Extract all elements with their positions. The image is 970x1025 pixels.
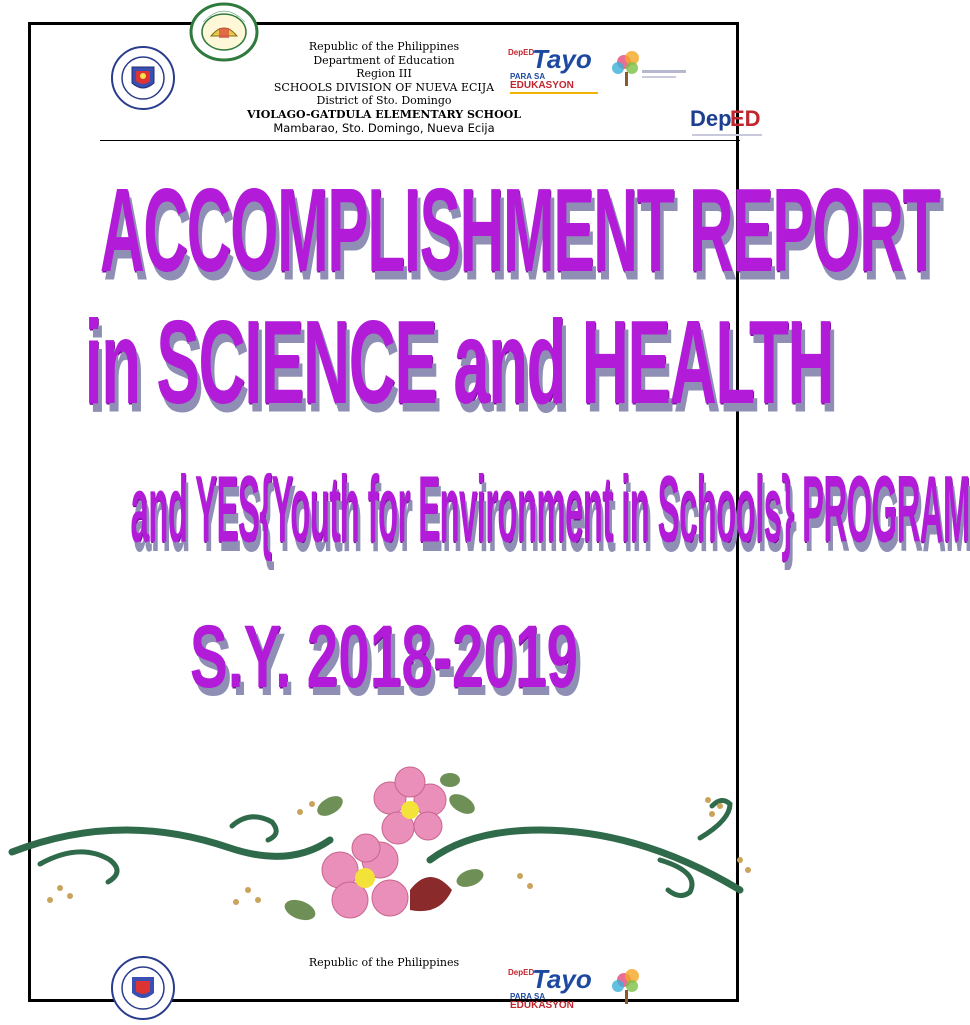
title-line-4: S.Y. 2018-2019 bbox=[189, 606, 579, 706]
footer-country: Republic of the Philippines bbox=[308, 956, 460, 969]
header-line-department: Department of Education bbox=[313, 53, 455, 67]
title-line-2: in SCIENCE and HEALTH bbox=[84, 295, 834, 429]
tree-logo-icon bbox=[606, 48, 688, 92]
tayo-small-text-footer: DepED bbox=[508, 968, 535, 977]
header-line-district: District of Sto. Domingo bbox=[316, 94, 452, 108]
deped-tayo-logo bbox=[506, 44, 602, 96]
tree-logo-footer-icon bbox=[606, 966, 688, 1010]
header-divider bbox=[100, 140, 740, 141]
header-line-region: Region III bbox=[356, 67, 412, 81]
header-school-name: VIOLAGO-GATDULA ELEMENTARY SCHOOL bbox=[247, 107, 521, 121]
header-school-address: Mambarao, Sto. Domingo, Nueva Ecija bbox=[273, 120, 495, 135]
deped-tayo-logo-footer bbox=[506, 964, 602, 1016]
deped-logo-right: ED bbox=[730, 106, 761, 131]
tayo-big-text-footer: Tayo bbox=[532, 964, 592, 994]
floral-divider-icon bbox=[0, 760, 768, 950]
tayo-sub-text-1-footer: PARA SA bbox=[510, 992, 546, 1001]
title-line-1: ACCOMPLISHMENT REPORT bbox=[99, 163, 940, 297]
tayo-sub-text-2: EDUKASYON bbox=[510, 80, 574, 91]
tayo-sub-text-1: PARA SA bbox=[510, 72, 546, 81]
title-line-3: and YES{Youth for Environment in Schools} PROGRAM bbox=[130, 455, 970, 563]
tayo-small-text: DepED bbox=[508, 48, 535, 57]
header-line-division: SCHOOLS DIVISION OF NUEVA ECIJA bbox=[273, 80, 495, 94]
tayo-sub-text-2-footer: EDUKASYON bbox=[510, 1000, 574, 1011]
deped-logo-left: Dep bbox=[690, 106, 732, 131]
header-line-country: Republic of the Philippines bbox=[308, 40, 460, 53]
deped-logo bbox=[688, 104, 768, 140]
tayo-big-text: Tayo bbox=[532, 44, 592, 74]
